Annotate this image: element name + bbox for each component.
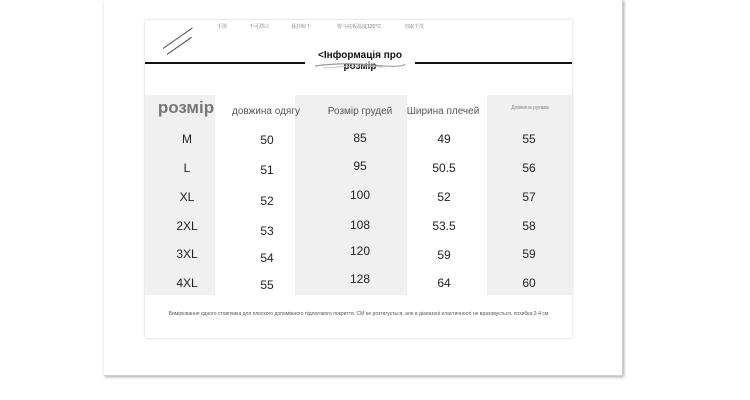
- title-rule-right: [415, 62, 572, 64]
- cell-length: 52: [260, 194, 274, 208]
- cell-size: 3XL: [176, 247, 198, 261]
- cell-sleeve: 57: [522, 190, 536, 204]
- cell-size: XL: [179, 190, 195, 204]
- cell-length: 53: [260, 224, 274, 238]
- size-table: [145, 95, 572, 295]
- cell-shoulder: 52: [437, 190, 451, 204]
- header-size: розмір: [157, 98, 215, 117]
- chart-title: <Інформація про розмір: [318, 50, 402, 72]
- cell-chest: 108: [349, 218, 371, 232]
- cell-size: L: [183, 161, 191, 175]
- cell-shoulder: 53.5: [432, 219, 456, 233]
- cell-chest: 85: [353, 131, 367, 145]
- cell-shoulder: 59: [437, 248, 451, 262]
- cell-sleeve: 56: [522, 161, 536, 175]
- cell-length: 50: [260, 133, 274, 147]
- cell-chest: 120: [349, 244, 371, 258]
- header-shoulder: Ширина плечей: [406, 106, 480, 117]
- title-box: [305, 50, 415, 74]
- care-label-no-dry-clean: 勿取干洗: [404, 24, 425, 30]
- cell-sleeve: 55: [522, 132, 536, 146]
- header-chest: Розмір грудей: [327, 106, 393, 117]
- header-length: довжина одягу: [232, 106, 300, 117]
- brush-stroke-icon: [313, 60, 407, 70]
- care-label-hand-wash: 手洗: [217, 24, 228, 30]
- cell-sleeve: 59: [522, 247, 536, 261]
- cell-size: M: [182, 132, 192, 146]
- cell-shoulder: 50.5: [432, 161, 456, 175]
- cell-shoulder: 64: [437, 276, 451, 290]
- cell-size: 4XL: [176, 276, 198, 290]
- cell-size: 2XL: [176, 219, 198, 233]
- cell-length: 55: [260, 278, 274, 292]
- measurement-note: Вимірювання одного стовпчика для плоского допоміжного підлогового покриття. СМ не розтягується, але в діапазоні еластичності не враховується, похибка 2-4 см: [168, 311, 549, 317]
- decorative-slash: [167, 37, 192, 55]
- cell-chest: 100: [349, 188, 371, 202]
- care-label-hang-dry: 悬挂晾干: [291, 24, 312, 30]
- cell-sleeve: 58: [522, 219, 536, 233]
- cell-sleeve: 60: [522, 276, 536, 290]
- care-label-iron-temp: 熨斗底板温度120°C: [337, 24, 381, 30]
- title-rule-left: [145, 62, 305, 64]
- header-sleeve: Довжина рукава: [511, 105, 549, 111]
- cell-chest: 95: [353, 159, 367, 173]
- cell-length: 54: [260, 251, 274, 265]
- care-label-no-bleach: 不可漂白: [249, 24, 270, 30]
- care-instructions-row: [145, 20, 572, 36]
- cell-chest: 128: [349, 272, 371, 286]
- cell-shoulder: 49: [437, 132, 451, 146]
- size-chart-sheet: [145, 20, 572, 338]
- cell-length: 51: [260, 163, 274, 177]
